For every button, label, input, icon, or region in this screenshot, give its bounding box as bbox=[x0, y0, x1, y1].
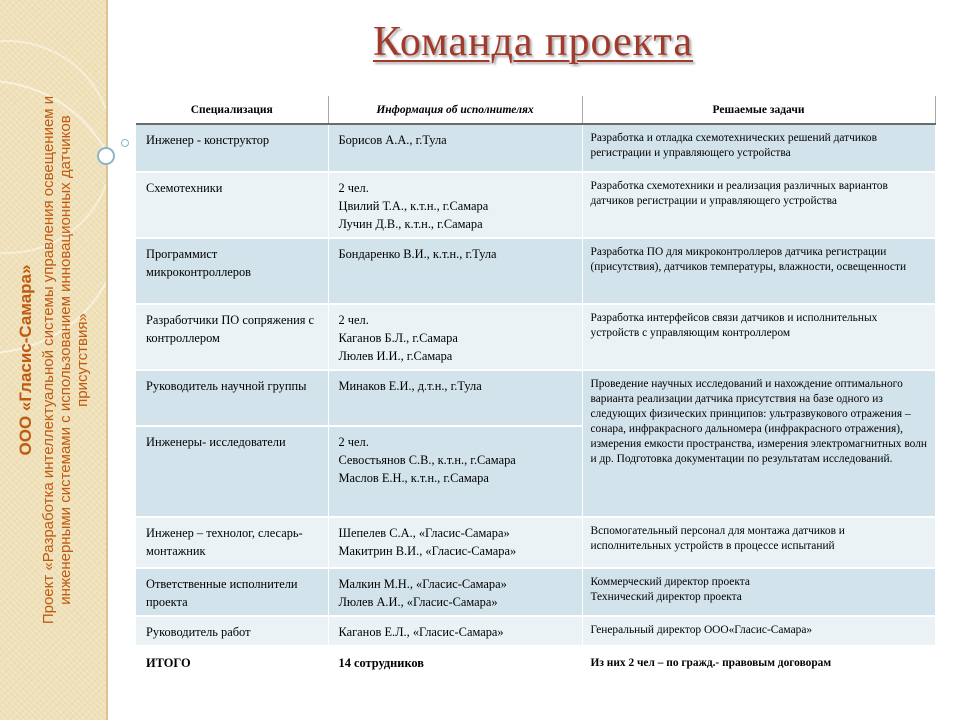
cell-tasks bbox=[582, 517, 935, 568]
cell-text: 2 чел. bbox=[338, 181, 369, 195]
cell-info bbox=[328, 370, 582, 426]
cell-specialization bbox=[136, 426, 328, 517]
cell-text: Разработчики ПО сопряжения с контроллером bbox=[146, 313, 315, 345]
decorative-dot bbox=[121, 139, 129, 147]
table-total-row bbox=[136, 646, 935, 680]
cell-info bbox=[328, 238, 582, 304]
cell-specialization bbox=[136, 370, 328, 426]
cell-specialization bbox=[136, 304, 328, 370]
cell-text: Технический директор проекта bbox=[590, 591, 742, 603]
table-header-row bbox=[136, 96, 935, 124]
cell-text: Руководитель работ bbox=[146, 625, 251, 639]
cell-text: Разработка схемотехники и реализация различных вариантов датчиков регистрации и управляющего устройства bbox=[590, 180, 888, 207]
cell-tasks bbox=[582, 172, 935, 238]
cell-info bbox=[328, 568, 582, 616]
cell-info bbox=[328, 124, 582, 172]
total-note: Из них 2 чел – по гражд.- правовым договорам bbox=[582, 646, 935, 680]
cell-text: Севостьянов С.В., к.т.н., г.Самара bbox=[338, 453, 516, 467]
decorative-dot bbox=[97, 147, 115, 165]
cell-text: Каганов Е.Л., «Гласис-Самара» bbox=[338, 625, 504, 639]
cell-specialization bbox=[136, 124, 328, 172]
cell-text: Схемотехники bbox=[146, 181, 223, 195]
column-header-info: Информация об исполнителях bbox=[328, 96, 582, 124]
cell-text: Инженер - конструктор bbox=[146, 133, 270, 147]
cell-text: Минаков Е.И., д.т.н., г.Тула bbox=[338, 379, 482, 393]
cell-text: Малкин М.Н., «Гласис-Самара» bbox=[338, 577, 507, 591]
cell-specialization bbox=[136, 238, 328, 304]
cell-text: Инженеры- исследователи bbox=[146, 435, 286, 449]
cell-text: Люлев И.И., г.Самара bbox=[338, 349, 453, 363]
cell-text: Разработка ПО для микроконтроллеров датчика регистрации (присутствия), датчиков температуры, влажности, освещенности bbox=[590, 246, 907, 273]
cell-info bbox=[328, 172, 582, 238]
cell-tasks bbox=[582, 124, 935, 172]
cell-info bbox=[328, 426, 582, 517]
cell-text: 2 чел. bbox=[338, 435, 369, 449]
cell-tasks bbox=[582, 616, 935, 646]
cell-specialization bbox=[136, 172, 328, 238]
table-row bbox=[136, 517, 935, 568]
team-table bbox=[136, 96, 936, 681]
table-row bbox=[136, 238, 935, 304]
cell-info bbox=[328, 616, 582, 646]
cell-text: Маслов Е.Н., к.т.н., г.Самара bbox=[338, 471, 489, 485]
cell-text: Вспомогательный персонал для монтажа датчиков и исполнительных устройств в процессе испытаний bbox=[590, 525, 845, 552]
project-name: Проект «Разработка интеллектуальной системы управления освещением и инженерными системами с использованием инновационных датчиков присутствия» bbox=[39, 95, 91, 625]
cell-info bbox=[328, 517, 582, 568]
sidebar-vertical-text bbox=[0, 0, 106, 720]
cell-text: Люлев А.И., «Гласис-Самара» bbox=[338, 595, 498, 609]
total-count: 14 сотрудников bbox=[328, 646, 582, 680]
sidebar-band bbox=[0, 0, 108, 720]
table-row bbox=[136, 172, 935, 238]
cell-text: 2 чел. bbox=[338, 313, 369, 327]
cell-text: Цвилий Т.А., к.т.н., г.Самара bbox=[338, 199, 489, 213]
cell-text: Каганов Б.Л., г.Самара bbox=[338, 331, 458, 345]
cell-tasks bbox=[582, 568, 935, 616]
cell-text: Проведение научных исследований и нахождение оптимального варианта реализации датчика присутствия на базе одного из следующих физических принципов: ультразвукового отражения – сонара, инфракрасного дальномера (инфракрасного отражения), измерения емкости пространства, измерения электромагнитных волн и др. Подготовка документации по результатам исследований. bbox=[590, 378, 927, 465]
cell-text: Макитрин В.И., «Гласис-Самара» bbox=[338, 544, 517, 558]
cell-specialization bbox=[136, 616, 328, 646]
cell-tasks bbox=[582, 238, 935, 304]
table-row bbox=[136, 616, 935, 646]
cell-text: Шепелев С.А., «Гласис-Самара» bbox=[338, 526, 510, 540]
page-title: Команда проекта bbox=[372, 19, 694, 65]
cell-info bbox=[328, 304, 582, 370]
table-row bbox=[136, 124, 935, 172]
cell-text: Генеральный директор ООО«Гласис-Самара» bbox=[590, 624, 813, 636]
column-header-tasks: Решаемые задачи bbox=[582, 96, 935, 124]
cell-text: Ответственные исполнители проекта bbox=[146, 577, 298, 609]
cell-specialization bbox=[136, 517, 328, 568]
table-row bbox=[136, 304, 935, 370]
cell-text: Разработка и отладка схемотехнических решений датчиков регистрации и управляющего устройства bbox=[590, 132, 877, 159]
column-header-specialization: Специализация bbox=[136, 96, 328, 124]
cell-text: Программист микроконтроллеров bbox=[146, 247, 251, 279]
cell-tasks bbox=[582, 304, 935, 370]
cell-text: Инженер – технолог, слесарь-монтажник bbox=[146, 526, 303, 558]
cell-specialization bbox=[136, 568, 328, 616]
cell-text: Бондаренко В.И., к.т.н., г.Тула bbox=[338, 247, 497, 261]
cell-text: Коммерческий директор проекта bbox=[590, 576, 750, 588]
total-label: ИТОГО bbox=[136, 646, 328, 680]
company-name: ООО «Гласис-Самара» bbox=[15, 264, 35, 456]
cell-text: Лучин Д.В., к.т.н., г.Самара bbox=[338, 217, 483, 231]
cell-tasks bbox=[582, 370, 935, 517]
cell-text: Разработка интерфейсов связи датчиков и исполнительных устройств с управляющим контроллером bbox=[590, 312, 878, 339]
cell-text: Руководитель научной группы bbox=[146, 379, 307, 393]
cell-text: Борисов А.А., г.Тула bbox=[338, 133, 447, 147]
table-row bbox=[136, 568, 935, 616]
table-row bbox=[136, 370, 935, 426]
